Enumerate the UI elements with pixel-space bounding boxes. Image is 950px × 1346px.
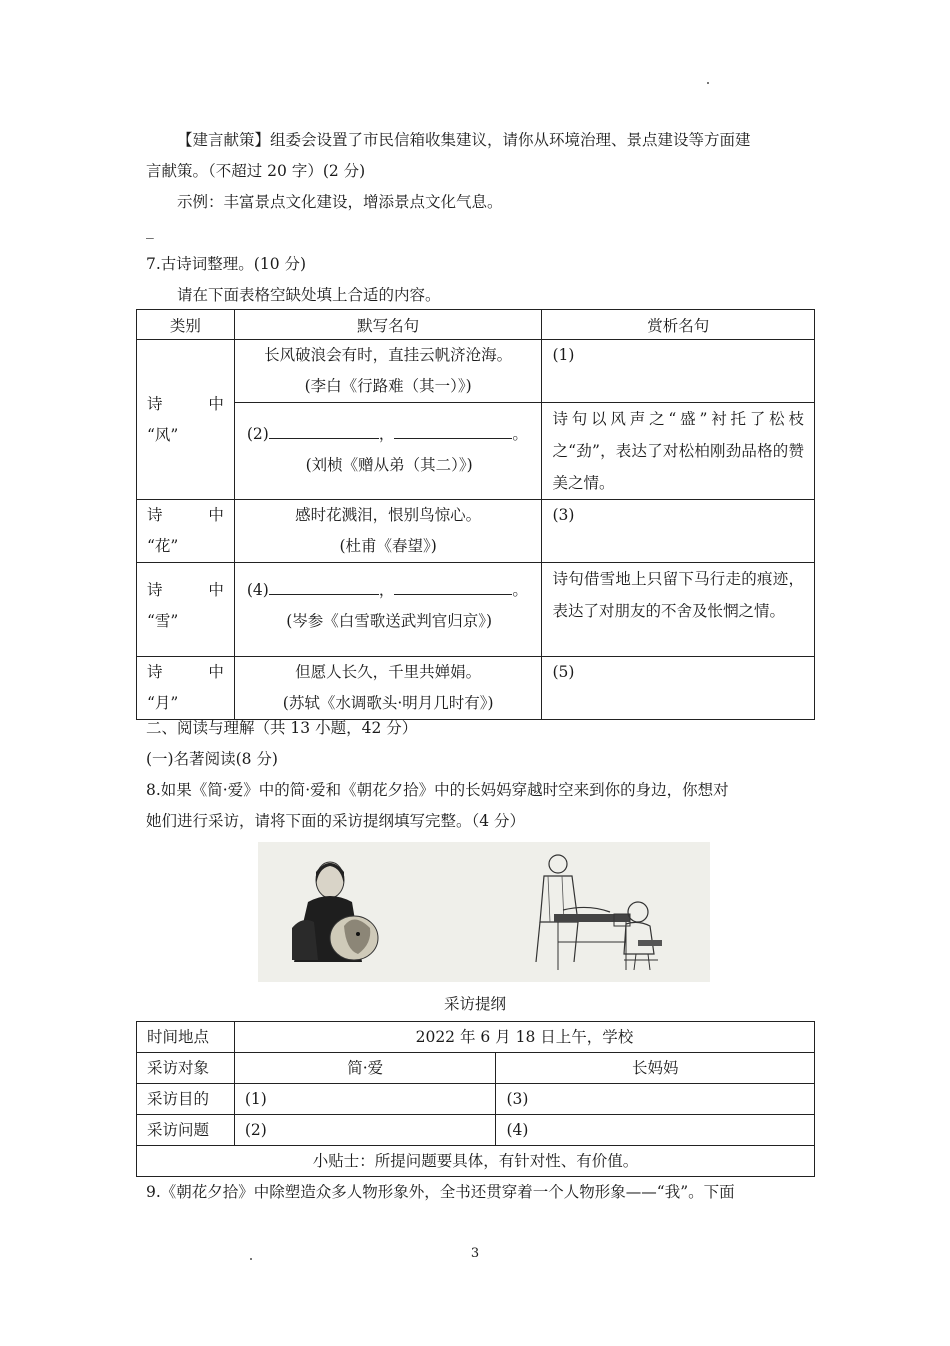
analysis-cell: (5) [542,657,815,720]
table-row [137,1115,815,1146]
category-cell [137,563,235,657]
book-illustration [258,842,710,982]
verse-blank-line: (4) ， 。 [247,575,532,606]
table-row [137,1146,815,1177]
analysis-cell: 诗句借雪地上只留下马行走的痕迹，表达了对朋友的不舍及怅惘之情。 [542,563,815,657]
category-line-2: “花” [147,537,179,555]
answer-dash: _ [146,221,154,239]
table-row [137,1084,815,1115]
verse-cell [234,657,542,720]
category-cell [137,340,235,500]
interview-outline-caption: 采访提纲 [443,995,506,1013]
verse-text: 长风破浪会有时，直挂云帆济沧海。 [264,346,513,364]
header-verse: 默写名句 [234,310,542,340]
section2-title: 二、阅读与理解（共 13 小题，42 分） [146,719,418,737]
target-jane: 简·爱 [234,1053,496,1084]
speck [707,82,709,84]
category-line-2: “雪” [147,612,179,630]
time-value: 2022 年 6 月 18 日上午，学校 [234,1022,814,1053]
purpose-jane: (1) [234,1084,496,1115]
blank-label: (4) [246,581,269,599]
table-header-row [137,310,815,340]
page-number: 3 [470,1246,480,1261]
table-row [137,340,815,403]
category-line-1: 诗中 [147,581,224,599]
category-line-2: “月” [147,694,179,712]
chang-mama-scene-icon [536,855,662,970]
answer-blank[interactable] [394,422,512,439]
category-cell [137,500,235,563]
advice-line-2: 言献策。（不超过 20 字）(2 分) [146,162,366,180]
verse-cell [234,403,542,500]
verse-text: 感时花溅泪，恨别鸟惊心。 [295,506,482,524]
jane-eyre-portrait-icon [292,862,378,962]
category-line-1: 诗中 [147,394,224,413]
verse-source: (苏轼《水调歌头·明月几时有》) [282,694,494,712]
verse-source: (李白《行路难（其一）》) [304,377,472,395]
table-row [137,563,815,657]
table-row [137,500,815,563]
answer-blank[interactable] [269,578,379,595]
verse-source: (岑参《白雪歌送武判官归京》) [286,612,493,630]
section2-subtitle: (一)名著阅读(8 分) [146,750,278,768]
verse-source: (刘桢《赠从弟（其二）》) [305,456,473,474]
purpose-chang-mama: (3) [496,1084,815,1115]
question-label: 采访问题 [137,1115,235,1146]
verse-blank-line: (2) ， 。 [247,419,532,450]
q8-line-1: 8.如果《简·爱》中的简·爱和《朝花夕拾》中的长妈妈穿越时空来到你的身边，你想对 [146,781,729,799]
verse-source: (杜甫《春望》) [339,537,437,555]
table-row [137,1053,815,1084]
purpose-label: 采访目的 [137,1084,235,1115]
q7-title: 7.古诗词整理。(10 分) [146,255,307,273]
category-line-1: 诗中 [147,663,224,681]
answer-blank[interactable] [394,578,512,595]
question-chang-mama: (4) [496,1115,815,1146]
category-line-1: 诗中 [147,506,224,524]
advice-example: 示例：丰富景点文化建设，增添景点文化气息。 [177,193,503,211]
blank-label: (2) [246,425,269,443]
target-chang-mama: 长妈妈 [496,1053,815,1084]
header-category: 类别 [137,310,235,340]
analysis-cell: (1) [542,340,815,403]
illustration-svg [258,842,710,982]
verse-cell [234,340,542,403]
category-cell [137,657,235,720]
category-line-2: “风” [147,425,179,444]
verse-text: 但愿人长久，千里共婵娟。 [295,663,482,681]
q7-instruction: 请在下面表格空缺处填上合适的内容。 [177,286,441,304]
advice-line-1: 【建言献策】组委会设置了市民信箱收集建议，请你从环境治理、景点建设等方面建 [177,131,751,149]
verse-cell [234,500,542,563]
tip-cell: 小贴士：所提问题要具体，有针对性、有价值。 [137,1146,815,1177]
table-row [137,403,815,500]
answer-blank[interactable] [269,422,379,439]
q8-line-2: 她们进行采访，请将下面的采访提纲填写完整。（4 分） [146,812,526,830]
analysis-cell: (3) [542,500,815,563]
time-label: 时间地点 [137,1022,235,1053]
verse-cell [234,563,542,657]
analysis-cell: 诗句以风声之“盛”衬托了松枝之“劲”，表达了对松柏刚劲品格的赞美之情。 [542,403,815,500]
header-analysis: 赏析名句 [542,310,815,340]
table-row [137,657,815,720]
table-row [137,1022,815,1053]
interview-table [136,1021,815,1177]
target-label: 采访对象 [137,1053,235,1084]
poetry-table [136,309,815,720]
q9-line-1: 9.《朝花夕拾》中除塑造众多人物形象外，全书还贯穿着一个人物形象——“我”。下面 [146,1183,735,1201]
question-jane: (2) [234,1115,496,1146]
